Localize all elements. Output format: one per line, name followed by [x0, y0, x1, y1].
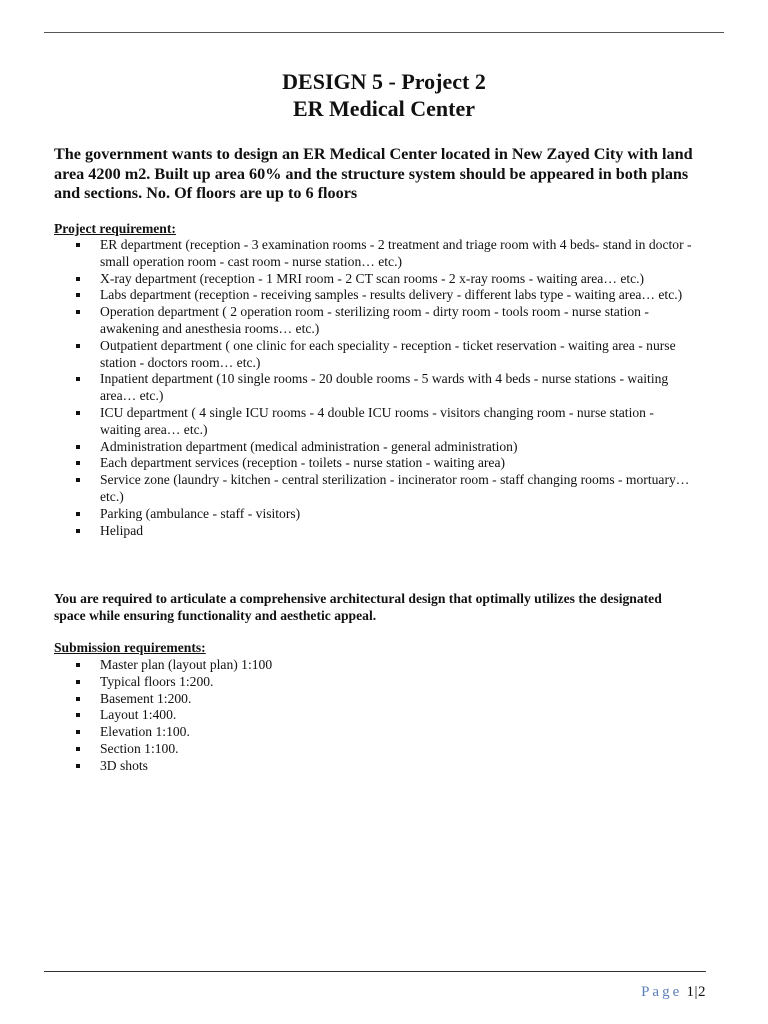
page-footer	[641, 984, 706, 1001]
page-number: 1	[686, 984, 695, 1000]
list-item: Labs department (reception - receiving samples - results delivery - different labs type - waiting area… etc.)	[54, 287, 694, 304]
bullet-icon	[76, 747, 80, 751]
bullet-icon	[76, 512, 80, 516]
list-item: Section 1:100.	[54, 741, 694, 758]
requirements-list	[54, 237, 694, 539]
bullet-icon	[76, 243, 80, 247]
page-label: Page	[641, 984, 683, 1000]
bullet-icon	[76, 293, 80, 297]
bullet-icon	[76, 680, 80, 684]
list-item: 3D shots	[54, 758, 694, 775]
list-item: Basement 1:200.	[54, 691, 694, 708]
bullet-icon	[76, 730, 80, 734]
submission-list	[54, 657, 694, 775]
list-item: Inpatient department (10 single rooms - 20 double rooms - 5 wards with 4 beds - nurse stations - waiting area… etc.)	[54, 371, 694, 405]
bullet-icon	[76, 377, 80, 381]
page-separator: |	[694, 984, 698, 1000]
list-item: ER department (reception - 3 examination rooms - 2 treatment and triage room with 4 beds- stand in doctor - small operation room - cast room - nurse station… etc.)	[54, 237, 694, 271]
bullet-icon	[76, 277, 80, 281]
list-item: Typical floors 1:200.	[54, 674, 694, 691]
bullet-icon	[76, 697, 80, 701]
bullet-icon	[76, 445, 80, 449]
page-number-right: 2	[698, 984, 706, 1000]
document-title	[0, 68, 768, 122]
intro-paragraph: The government wants to design an ER Medical Center located in New Zayed City with land area 4200 m2. Built up area 60% and the structure system should be appeared in both plans and sections. No. Of floors are up to 6 floors	[54, 145, 693, 202]
design-statement: You are required to articulate a comprehensive architectural design that optimally utilizes the designated space while ensuring functionality and aesthetic appeal.	[54, 591, 662, 623]
title-line-1: DESIGN 5 - Project 2	[282, 69, 486, 94]
list-item: X-ray department (reception - 1 MRI room - 2 CT scan rooms - 2 x-ray rooms - waiting area… etc.)	[54, 271, 694, 288]
list-item: Elevation 1:100.	[54, 724, 694, 741]
header-rule	[44, 32, 724, 33]
bullet-icon	[76, 764, 80, 768]
list-item: Helipad	[54, 523, 694, 540]
list-item: Operation department ( 2 operation room - sterilizing room - dirty room - tools room - nurse station - awakening and anesthesia rooms… etc.)	[54, 304, 694, 338]
bullet-icon	[76, 310, 80, 314]
list-item: Master plan (layout plan) 1:100	[54, 657, 694, 674]
bullet-icon	[76, 461, 80, 465]
list-item: Service zone (laundry - kitchen - central sterilization - incinerator room - staff changing rooms - mortuary… etc.)	[54, 472, 694, 506]
bullet-icon	[76, 663, 80, 667]
title-line-2: ER Medical Center	[292, 96, 476, 121]
bullet-icon	[76, 478, 80, 482]
requirements-heading: Project requirement:	[54, 221, 176, 236]
list-item: Parking (ambulance - staff - visitors)	[54, 506, 694, 523]
list-item: Outpatient department ( one clinic for each speciality - reception - ticket reservation - waiting area - nurse station - doctors room… etc.)	[54, 338, 694, 372]
list-item: ICU department ( 4 single ICU rooms - 4 double ICU rooms - visitors changing room - nurse station - waiting area… etc.)	[54, 405, 694, 439]
list-item: Layout 1:400.	[54, 707, 694, 724]
bullet-icon	[76, 713, 80, 717]
bullet-icon	[76, 344, 80, 348]
footer-rule	[44, 971, 706, 972]
list-item: Administration department (medical administration - general administration)	[54, 439, 694, 456]
bullet-icon	[76, 529, 80, 533]
list-item: Each department services (reception - toilets - nurse station - waiting area)	[54, 455, 694, 472]
submission-heading: Submission requirements:	[54, 640, 206, 655]
bullet-icon	[76, 411, 80, 415]
